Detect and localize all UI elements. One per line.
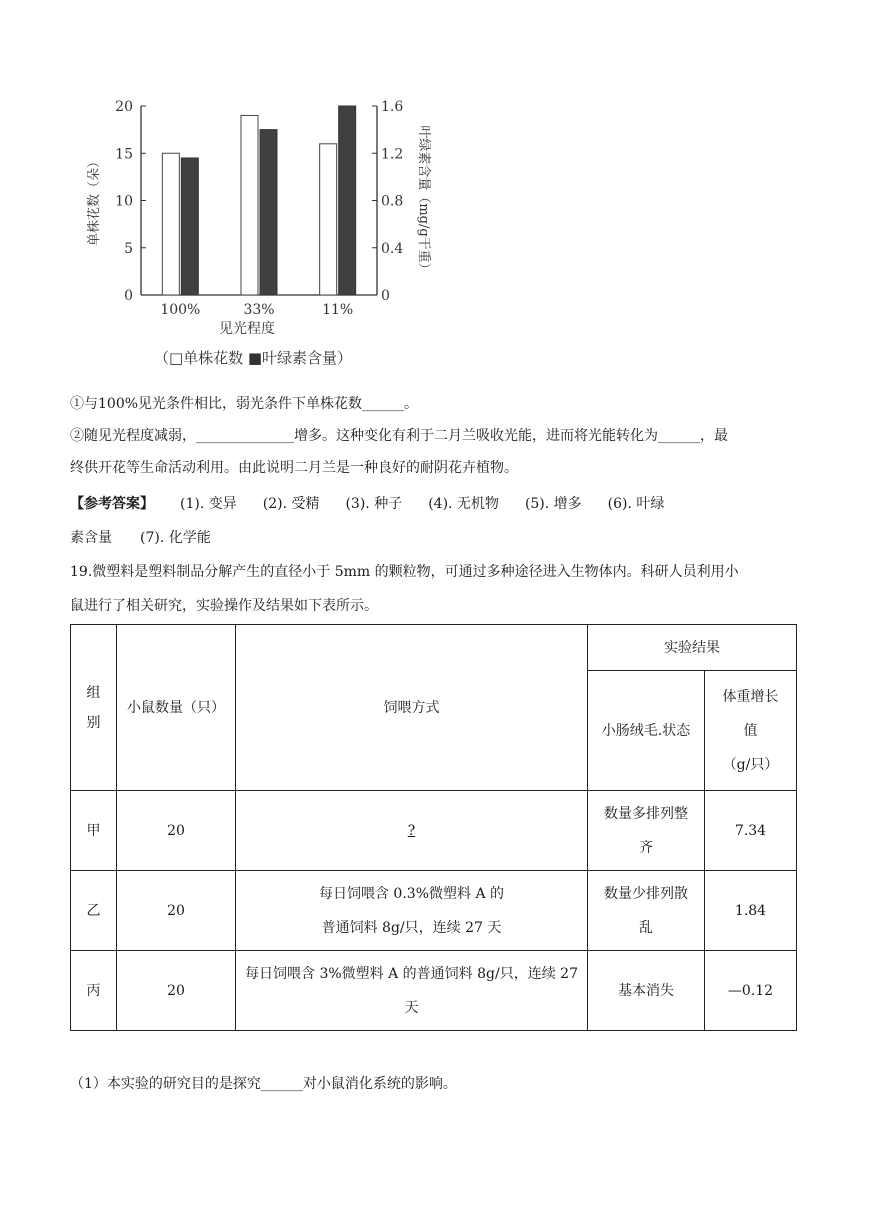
bar-flower-count: [320, 144, 337, 295]
answer-item: (5). 增多: [524, 496, 582, 512]
bar-flower-count: [162, 153, 179, 295]
question-2-line-1: ②随见光程度减弱，______________增多。这种变化有利于二月兰吸收光能，进而将光能转化为______，最: [70, 428, 728, 444]
answer-item: (3). 种子: [345, 496, 403, 512]
table-row: [71, 951, 797, 1031]
right-tick-label: 0.8: [381, 193, 404, 210]
question-19-line-2: 鼠进行了相关研究，实验操作及结果如下表所示。: [70, 598, 378, 614]
experiment-table: [70, 624, 797, 1031]
chart-legend: （□单株花数 ■叶绿素含量）: [153, 349, 353, 367]
cell-feed: 每日饲喂含 3%微塑料 A 的普通饲料 8g/只，连续 27 天: [236, 951, 588, 1031]
header-results: 实验结果: [588, 625, 797, 671]
bar-chlorophyll: [260, 130, 277, 295]
cell-feed: ?: [236, 791, 588, 871]
cell-weight: —0.12: [705, 951, 797, 1031]
left-tick-label: 5: [124, 240, 133, 257]
header-feeding-method: 饲喂方式: [236, 625, 588, 791]
cell-villi: 基本消失: [588, 951, 705, 1031]
cell-villi: 数量多排列整 齐: [588, 791, 705, 871]
right-tick-label: 1.2: [381, 146, 404, 163]
question-1: ①与100%见光条件相比，弱光条件下单株花数______。: [70, 396, 419, 412]
chart-bars: [162, 106, 355, 295]
left-tick-label: 0: [124, 288, 133, 304]
answer-item: (6). 叶绿: [607, 496, 665, 512]
answer-heading: 【参考答案】: [70, 496, 154, 512]
cell-weight: 7.34: [705, 791, 797, 871]
answer-line-2: 素含量 (7). 化学能: [70, 530, 211, 546]
right-tick-label: 0.4: [381, 240, 404, 257]
bar-chart: [80, 88, 440, 378]
answer-line-1: [70, 494, 664, 514]
right-axis-label: 叶绿素含量（mg/g干重）: [416, 125, 431, 276]
table-row: [71, 791, 797, 871]
x-tick-label: 33%: [243, 302, 275, 318]
cell-feed: 每日饲喂含 0.3%微塑料 A 的 普通饲料 8g/只，连续 27 天: [236, 871, 588, 951]
answer-item: (1). 变异: [180, 496, 237, 512]
left-axis-label: 单株花数（朵）: [87, 154, 102, 247]
right-tick-label: 0: [381, 288, 390, 304]
cell-group: 甲: [71, 791, 117, 871]
question-2-line-2: 终供开花等生命活动利用。由此说明二月兰是一种良好的耐阴花卉植物。: [70, 460, 518, 476]
bar-chlorophyll: [339, 106, 356, 295]
header-villi-state: 小肠绒毛.状态: [588, 671, 705, 791]
x-tick-label: 11%: [322, 302, 354, 318]
answer-item: (2). 受精: [262, 496, 320, 512]
answer-item: (4). 无机物: [428, 496, 499, 512]
cell-weight: 1.84: [705, 871, 797, 951]
cell-group: 乙: [71, 871, 117, 951]
header-mouse-count: 小鼠数量（只）: [117, 625, 236, 791]
left-tick-label: 10: [115, 193, 133, 210]
cell-group: 丙: [71, 951, 117, 1031]
cell-villi: 数量少排列散 乱: [588, 871, 705, 951]
question-19-line-1: 19.微塑料是塑料制品分解产生的直径小于 5mm 的颗粒物，可通过多种途径进入生物体内。科研人员利用小: [70, 564, 739, 580]
left-tick-label: 20: [115, 99, 133, 115]
header-weight-gain: 体重增长 值 （g/只）: [705, 671, 797, 791]
bar-flower-count: [241, 115, 258, 295]
x-tick-label: 100%: [160, 302, 201, 318]
question-19-sub-1: （1）本实验的研究目的是探究______对小鼠消化系统的影响。: [70, 1076, 457, 1092]
cell-count: 20: [117, 871, 236, 951]
cell-count: 20: [117, 791, 236, 871]
table-row: [71, 871, 797, 951]
x-axis-label: 见光程度: [219, 321, 275, 337]
cell-count: 20: [117, 951, 236, 1031]
bar-chlorophyll: [181, 158, 198, 295]
left-tick-label: 15: [115, 146, 133, 163]
right-tick-label: 1.6: [381, 99, 404, 115]
header-group: 组 别: [71, 625, 117, 791]
